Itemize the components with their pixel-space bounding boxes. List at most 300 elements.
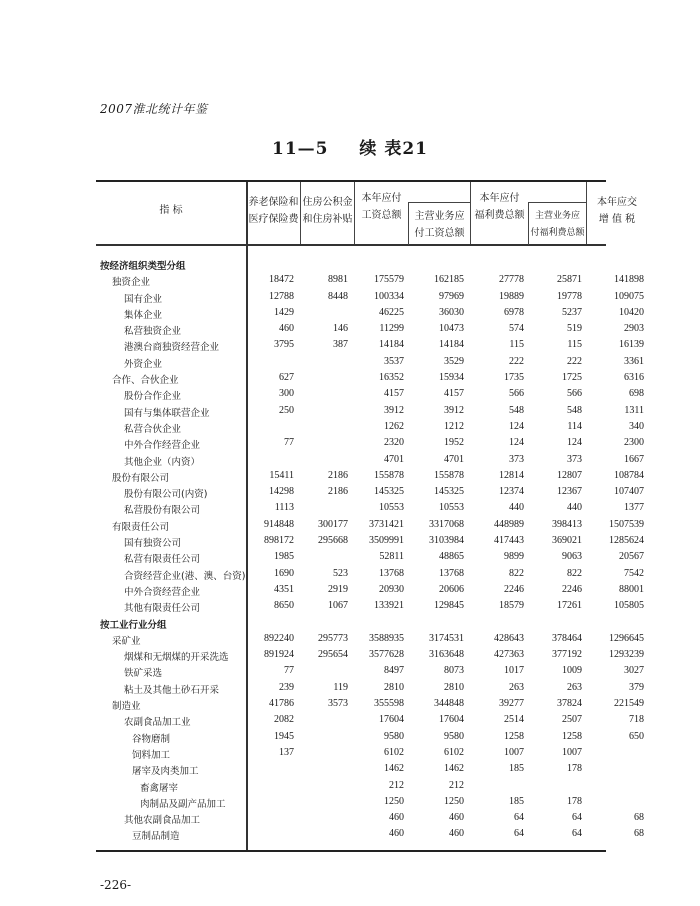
cell-value: 1507539 bbox=[609, 518, 644, 530]
cell-value: 574 bbox=[509, 323, 524, 335]
cell-value: 17261 bbox=[557, 600, 582, 612]
header-line: 工资总额 bbox=[361, 210, 402, 221]
cell-value: 1462 bbox=[384, 763, 404, 775]
table-row bbox=[96, 290, 644, 307]
cell-value: 6102 bbox=[444, 746, 464, 758]
cell-value: 109075 bbox=[614, 290, 644, 302]
cell-value: 114 bbox=[567, 420, 582, 432]
cell-value: 25871 bbox=[557, 274, 582, 286]
cell-value: 124 bbox=[567, 437, 582, 449]
cell-value: 355598 bbox=[374, 698, 404, 710]
cell-value: 2320 bbox=[384, 437, 404, 449]
row-label: 农副食品加工业 bbox=[124, 717, 191, 729]
cell-value: 369021 bbox=[552, 535, 582, 547]
header-total-wages bbox=[355, 190, 408, 224]
cell-value: 3027 bbox=[624, 665, 644, 677]
cell-value: 1250 bbox=[444, 795, 464, 807]
cell-value: 566 bbox=[567, 388, 582, 400]
table-row bbox=[96, 518, 644, 535]
table-row bbox=[96, 665, 644, 681]
row-label: 股份有限公司(内资) bbox=[124, 489, 208, 501]
table-row bbox=[96, 420, 644, 437]
cell-value: 119 bbox=[333, 681, 348, 693]
bottom-rule bbox=[96, 850, 606, 852]
cell-value: 2810 bbox=[384, 681, 404, 693]
cell-value: 6978 bbox=[504, 306, 524, 318]
cell-value: 2186 bbox=[328, 486, 348, 498]
table-row bbox=[96, 388, 644, 404]
cell-value: 20567 bbox=[619, 551, 644, 563]
table-row bbox=[96, 780, 606, 796]
cell-value: 1067 bbox=[328, 600, 348, 612]
cell-value: 417443 bbox=[494, 535, 524, 547]
table-row bbox=[96, 828, 644, 844]
table-row bbox=[96, 486, 644, 502]
table-row bbox=[96, 323, 644, 339]
row-label: 股份有限公司 bbox=[112, 472, 170, 484]
cell-value: 37824 bbox=[557, 698, 582, 710]
cell-value: 17604 bbox=[439, 714, 464, 726]
table-row bbox=[96, 551, 644, 567]
cell-value: 18472 bbox=[269, 274, 294, 286]
cell-value: 64 bbox=[514, 828, 524, 840]
cell-value: 8650 bbox=[274, 600, 294, 612]
cell-value: 460 bbox=[449, 812, 464, 824]
cell-value: 1007 bbox=[562, 746, 582, 758]
header-line: 主营业务应 bbox=[414, 211, 465, 222]
table-row bbox=[96, 632, 644, 649]
cell-value: 145325 bbox=[374, 486, 404, 498]
table-row bbox=[96, 714, 644, 730]
group-heading: 按工业行业分组 bbox=[100, 619, 167, 631]
cell-value: 1113 bbox=[274, 502, 294, 514]
cell-value: 4157 bbox=[444, 388, 464, 400]
header-vat bbox=[587, 194, 647, 228]
cell-value: 105805 bbox=[614, 600, 644, 612]
cell-value: 3912 bbox=[444, 404, 464, 416]
row-label: 有限责任公司 bbox=[112, 521, 170, 533]
cell-value: 1725 bbox=[562, 372, 582, 384]
cell-value: 263 bbox=[567, 681, 582, 693]
row-label: 合作、合伙企业 bbox=[112, 375, 179, 387]
cell-value: 822 bbox=[509, 567, 524, 579]
cell-value: 2082 bbox=[274, 714, 294, 726]
row-label: 中外合作经营企业 bbox=[124, 440, 201, 452]
cell-value: 137 bbox=[279, 746, 294, 758]
cell-value: 12374 bbox=[499, 486, 524, 498]
row-label: 国有企业 bbox=[124, 293, 163, 305]
table-row bbox=[96, 404, 644, 421]
cell-value: 460 bbox=[279, 323, 294, 335]
table-row bbox=[96, 437, 644, 453]
cell-value: 2514 bbox=[504, 714, 524, 726]
cell-value: 1945 bbox=[274, 730, 294, 742]
cell-value: 718 bbox=[629, 714, 644, 726]
cell-value: 20930 bbox=[379, 583, 404, 595]
cell-value: 3912 bbox=[384, 404, 404, 416]
cell-value: 115 bbox=[567, 339, 582, 351]
cell-value: 519 bbox=[567, 323, 582, 335]
cell-value: 115 bbox=[509, 339, 524, 351]
cell-value: 1262 bbox=[384, 420, 404, 432]
cell-value: 175579 bbox=[374, 274, 404, 286]
cell-value: 11299 bbox=[379, 323, 404, 335]
cell-value: 3795 bbox=[274, 339, 294, 351]
row-label: 谷物磨制 bbox=[132, 733, 171, 745]
cell-value: 2810 bbox=[444, 681, 464, 693]
cell-value: 107407 bbox=[614, 486, 644, 498]
cell-value: 17604 bbox=[379, 714, 404, 726]
cell-value: 10553 bbox=[379, 502, 404, 514]
cell-value: 460 bbox=[449, 828, 464, 840]
table-row bbox=[96, 372, 644, 388]
header-line: 本年应付 bbox=[361, 193, 402, 204]
cell-value: 440 bbox=[567, 502, 582, 514]
table-row bbox=[96, 355, 644, 372]
cell-value: 48865 bbox=[439, 551, 464, 563]
cell-value: 1690 bbox=[274, 567, 294, 579]
cell-value: 1667 bbox=[624, 453, 644, 465]
cell-value: 9063 bbox=[562, 551, 582, 563]
cell-value: 9899 bbox=[504, 551, 524, 563]
cell-value: 1462 bbox=[444, 763, 464, 775]
cell-value: 155878 bbox=[374, 469, 404, 481]
row-label: 中外合资经营企业 bbox=[124, 586, 201, 598]
table-row bbox=[96, 583, 644, 600]
cell-value: 4701 bbox=[444, 453, 464, 465]
cell-value: 221549 bbox=[614, 698, 644, 710]
cell-value: 295668 bbox=[318, 535, 348, 547]
cell-value: 2919 bbox=[328, 583, 348, 595]
cell-value: 15411 bbox=[269, 469, 294, 481]
cell-value: 1285624 bbox=[609, 535, 644, 547]
cell-value: 12367 bbox=[557, 486, 582, 498]
row-label: 合资经营企业(港、澳、台资) bbox=[124, 570, 246, 582]
cell-value: 263 bbox=[509, 681, 524, 693]
cell-value: 295773 bbox=[318, 632, 348, 644]
row-label: 其他有限责任公司 bbox=[124, 603, 201, 615]
cell-value: 12814 bbox=[499, 469, 524, 481]
cell-value: 10420 bbox=[619, 306, 644, 318]
cell-value: 3317068 bbox=[429, 518, 464, 530]
row-label: 豆制品制造 bbox=[132, 831, 180, 843]
cell-value: 13768 bbox=[379, 567, 404, 579]
cell-value: 155878 bbox=[434, 469, 464, 481]
cell-value: 13768 bbox=[439, 567, 464, 579]
cell-value: 124 bbox=[509, 437, 524, 449]
cell-value: 250 bbox=[279, 404, 294, 416]
cell-value: 212 bbox=[389, 779, 404, 791]
cell-value: 8981 bbox=[328, 274, 348, 286]
cell-value: 1212 bbox=[444, 420, 464, 432]
cell-value: 52811 bbox=[379, 551, 404, 563]
row-label: 其他企业（内资） bbox=[124, 456, 201, 468]
table-row bbox=[96, 469, 644, 486]
cell-value: 20606 bbox=[439, 583, 464, 595]
row-label: 国有独资公司 bbox=[124, 538, 182, 550]
cell-value: 222 bbox=[567, 355, 582, 367]
cell-value: 340 bbox=[629, 420, 644, 432]
cell-value: 8448 bbox=[328, 290, 348, 302]
cell-value: 4701 bbox=[384, 453, 404, 465]
cell-value: 9580 bbox=[444, 730, 464, 742]
cell-value: 68 bbox=[634, 828, 644, 840]
row-label: 独资企业 bbox=[112, 277, 151, 289]
cell-value: 19778 bbox=[557, 290, 582, 302]
row-label: 饲料加工 bbox=[132, 749, 171, 761]
cell-value: 2300 bbox=[624, 437, 644, 449]
table-row bbox=[96, 339, 644, 355]
header-line: 福利费总额 bbox=[474, 210, 525, 221]
cell-value: 3509991 bbox=[369, 535, 404, 547]
table-row bbox=[96, 649, 644, 665]
cell-value: 162185 bbox=[434, 274, 464, 286]
row-label: 股份合作企业 bbox=[124, 391, 182, 403]
cell-value: 64 bbox=[514, 812, 524, 824]
cell-value: 222 bbox=[509, 355, 524, 367]
cell-value: 373 bbox=[509, 453, 524, 465]
cell-value: 12788 bbox=[269, 290, 294, 302]
table-number: 11—5 bbox=[272, 139, 329, 159]
cell-value: 14298 bbox=[269, 486, 294, 498]
row-label: 其他农副食品加工 bbox=[124, 815, 201, 827]
table-row bbox=[96, 258, 606, 274]
row-label: 国有与集体联营企业 bbox=[124, 407, 210, 419]
cell-value: 124 bbox=[509, 420, 524, 432]
cell-value: 77 bbox=[284, 437, 294, 449]
table-label: 续 表21 bbox=[359, 139, 428, 159]
cell-value: 77 bbox=[284, 665, 294, 677]
cell-value: 2507 bbox=[562, 714, 582, 726]
cell-value: 64 bbox=[572, 828, 582, 840]
cell-value: 460 bbox=[389, 828, 404, 840]
cell-value: 566 bbox=[509, 388, 524, 400]
cell-value: 1258 bbox=[562, 730, 582, 742]
cell-value: 9580 bbox=[384, 730, 404, 742]
cell-value: 88001 bbox=[619, 583, 644, 595]
cell-value: 64 bbox=[572, 812, 582, 824]
table-row bbox=[96, 306, 644, 323]
header-line: 付工资总额 bbox=[414, 228, 465, 239]
table-title bbox=[0, 134, 700, 159]
cell-value: 212 bbox=[449, 779, 464, 791]
cell-value: 3731421 bbox=[369, 518, 404, 530]
cell-value: 239 bbox=[279, 681, 294, 693]
cell-value: 39277 bbox=[499, 698, 524, 710]
cell-value: 898172 bbox=[264, 535, 294, 547]
cell-value: 1017 bbox=[504, 665, 524, 677]
row-label: 集体企业 bbox=[124, 309, 163, 321]
table-body bbox=[96, 258, 644, 845]
cell-value: 3163648 bbox=[429, 649, 464, 661]
table-row bbox=[96, 617, 606, 633]
cell-value: 1985 bbox=[274, 551, 294, 563]
cell-value: 548 bbox=[509, 404, 524, 416]
header-line: 付福利费总额 bbox=[530, 228, 585, 238]
cell-value: 1007 bbox=[504, 746, 524, 758]
cell-value: 16139 bbox=[619, 339, 644, 351]
table-row bbox=[96, 812, 644, 828]
cell-value: 428643 bbox=[494, 632, 524, 644]
row-label: 私营股份有限公司 bbox=[124, 505, 201, 517]
cell-value: 440 bbox=[509, 502, 524, 514]
cell-value: 133921 bbox=[374, 600, 404, 612]
cell-value: 6102 bbox=[384, 746, 404, 758]
cell-value: 8497 bbox=[384, 665, 404, 677]
cell-value: 373 bbox=[567, 453, 582, 465]
cell-value: 3174531 bbox=[429, 632, 464, 644]
row-label: 畜禽屠宰 bbox=[140, 782, 179, 794]
table-row bbox=[96, 796, 606, 812]
header-main-business-wages bbox=[409, 208, 470, 242]
cell-value: 387 bbox=[333, 339, 348, 351]
cell-value: 1009 bbox=[562, 665, 582, 677]
cell-value: 46225 bbox=[379, 306, 404, 318]
cell-value: 108784 bbox=[614, 469, 644, 481]
cell-value: 1293239 bbox=[609, 649, 644, 661]
cell-value: 5237 bbox=[562, 306, 582, 318]
cell-value: 10473 bbox=[439, 323, 464, 335]
cell-value: 1429 bbox=[274, 306, 294, 318]
cell-value: 344848 bbox=[434, 698, 464, 710]
cell-value: 1735 bbox=[504, 372, 524, 384]
cell-value: 2246 bbox=[562, 583, 582, 595]
cell-value: 27778 bbox=[499, 274, 524, 286]
cell-value: 6316 bbox=[624, 372, 644, 384]
header-line: 医疗保险费 bbox=[248, 214, 299, 225]
cell-value: 19889 bbox=[499, 290, 524, 302]
cell-value: 129845 bbox=[434, 600, 464, 612]
header-indicator: 指 标 bbox=[159, 205, 183, 216]
cell-value: 1952 bbox=[444, 437, 464, 449]
row-label: 采矿业 bbox=[112, 635, 141, 647]
cell-value: 2246 bbox=[504, 583, 524, 595]
cell-value: 16352 bbox=[379, 372, 404, 384]
cell-value: 627 bbox=[279, 372, 294, 384]
cell-value: 379 bbox=[629, 681, 644, 693]
cell-value: 145325 bbox=[434, 486, 464, 498]
cell-value: 378464 bbox=[552, 632, 582, 644]
cell-value: 178 bbox=[567, 795, 582, 807]
header-total-welfare bbox=[471, 190, 528, 224]
cell-value: 2186 bbox=[328, 469, 348, 481]
header-line: 增 值 税 bbox=[598, 214, 636, 225]
cell-value: 36030 bbox=[439, 306, 464, 318]
cell-value: 460 bbox=[389, 812, 404, 824]
cell-value: 650 bbox=[629, 730, 644, 742]
cell-value: 3529 bbox=[444, 355, 464, 367]
cell-value: 398413 bbox=[552, 518, 582, 530]
header-line: 本年应交 bbox=[597, 197, 637, 208]
cell-value: 4157 bbox=[384, 388, 404, 400]
table-row bbox=[96, 274, 644, 290]
cell-value: 15934 bbox=[439, 372, 464, 384]
table-row bbox=[96, 763, 606, 779]
row-label: 私营有限责任公司 bbox=[124, 554, 201, 566]
cell-value: 300177 bbox=[318, 518, 348, 530]
cell-value: 1250 bbox=[384, 795, 404, 807]
row-label: 粘土及其他土砂石开采 bbox=[124, 684, 220, 696]
row-label: 屠宰及肉类加工 bbox=[132, 766, 199, 778]
table-row bbox=[96, 747, 606, 763]
cell-value: 548 bbox=[567, 404, 582, 416]
cell-value: 10553 bbox=[439, 502, 464, 514]
table-row bbox=[96, 698, 644, 714]
cell-value: 100334 bbox=[374, 290, 404, 302]
cell-value: 1258 bbox=[504, 730, 524, 742]
cell-value: 914848 bbox=[264, 518, 294, 530]
cell-value: 698 bbox=[629, 388, 644, 400]
cell-value: 1296645 bbox=[609, 632, 644, 644]
header-line: 本年应付 bbox=[479, 193, 520, 204]
cell-value: 3577628 bbox=[369, 649, 404, 661]
cell-value: 7542 bbox=[624, 567, 644, 579]
table-row bbox=[96, 567, 644, 584]
cell-value: 12807 bbox=[557, 469, 582, 481]
cell-value: 178 bbox=[567, 763, 582, 775]
cell-value: 8073 bbox=[444, 665, 464, 677]
cell-value: 185 bbox=[509, 795, 524, 807]
header-line: 和住房补贴 bbox=[302, 214, 353, 225]
row-label: 制造业 bbox=[112, 701, 141, 713]
table-row bbox=[96, 453, 644, 470]
cell-value: 377192 bbox=[552, 649, 582, 661]
cell-value: 14184 bbox=[439, 339, 464, 351]
cell-value: 97969 bbox=[439, 290, 464, 302]
cell-value: 2903 bbox=[624, 323, 644, 335]
header-housing-fund bbox=[301, 194, 354, 228]
cell-value: 3103984 bbox=[429, 535, 464, 547]
running-head: 2007淮北统计年鉴 bbox=[100, 102, 208, 116]
cell-value: 427363 bbox=[494, 649, 524, 661]
header-line: 主营业务应 bbox=[534, 211, 580, 221]
cell-value: 141898 bbox=[614, 274, 644, 286]
cell-value: 146 bbox=[333, 323, 348, 335]
cell-value: 14184 bbox=[379, 339, 404, 351]
table-row bbox=[96, 730, 644, 747]
cell-value: 822 bbox=[567, 567, 582, 579]
row-label: 铁矿采选 bbox=[124, 668, 163, 680]
header-pension-medical bbox=[247, 194, 300, 228]
cell-value: 3537 bbox=[384, 355, 404, 367]
cell-value: 891924 bbox=[264, 649, 294, 661]
cell-value: 295654 bbox=[318, 649, 348, 661]
row-label: 私营独资企业 bbox=[124, 326, 182, 338]
cell-value: 523 bbox=[333, 567, 348, 579]
cell-value: 3361 bbox=[624, 355, 644, 367]
row-label: 肉制品及副产品加工 bbox=[140, 798, 226, 810]
cell-value: 3573 bbox=[328, 698, 348, 710]
row-label: 港澳台商独资经营企业 bbox=[124, 342, 220, 354]
cell-value: 185 bbox=[509, 763, 524, 775]
table-row bbox=[96, 600, 644, 616]
page-number: -226- bbox=[100, 878, 132, 892]
cell-value: 68 bbox=[634, 812, 644, 824]
row-label: 私营合伙企业 bbox=[124, 423, 182, 435]
row-label: 外资企业 bbox=[124, 358, 163, 370]
table-row bbox=[96, 502, 644, 518]
cell-value: 892240 bbox=[264, 632, 294, 644]
header-line: 住房公积金 bbox=[302, 197, 353, 208]
cell-value: 448989 bbox=[494, 518, 524, 530]
cell-value: 300 bbox=[279, 388, 294, 400]
cell-value: 41786 bbox=[269, 698, 294, 710]
table-row bbox=[96, 535, 644, 551]
cell-value: 1377 bbox=[624, 502, 644, 514]
header-line: 养老保险和 bbox=[248, 197, 299, 208]
group-heading: 按经济组织类型分组 bbox=[100, 261, 186, 272]
cell-value: 1311 bbox=[624, 404, 644, 416]
